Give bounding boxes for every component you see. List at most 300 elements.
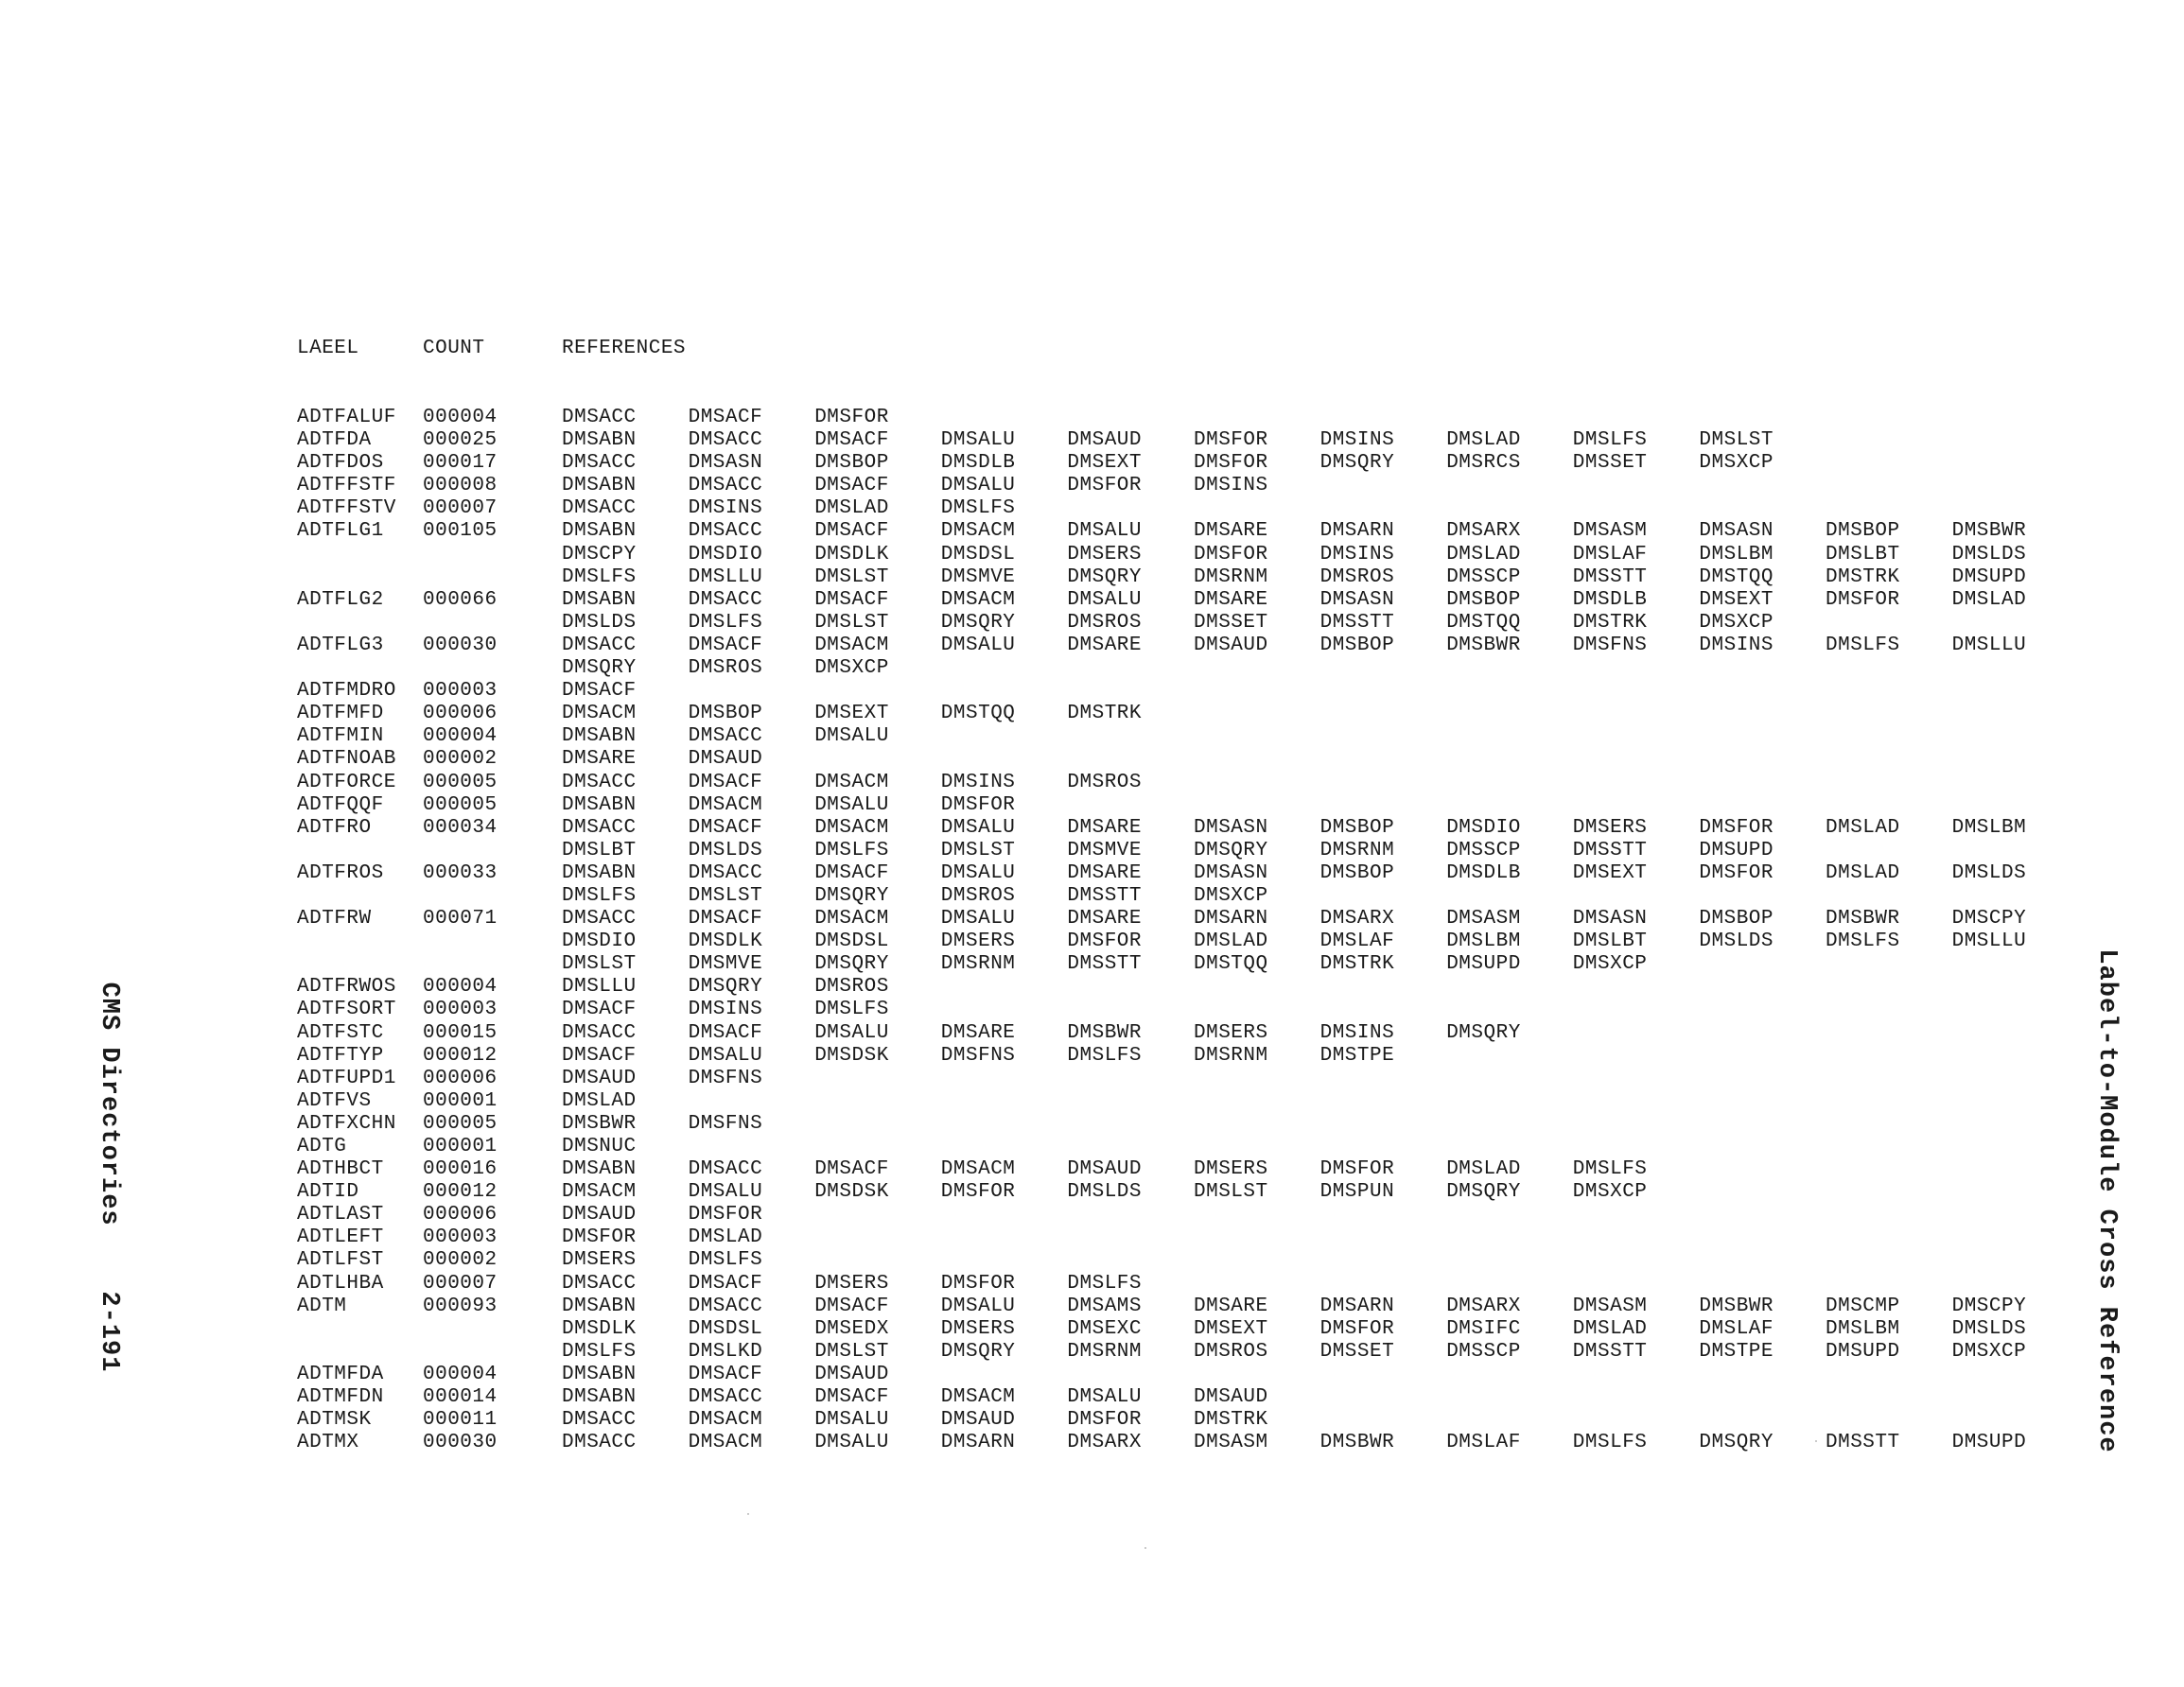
reference-cell: DMSLBT [1826,543,1900,565]
table-row [0,1296,2184,1318]
reference-cell: DMSASM [1194,1432,1268,1454]
table-row [0,612,2184,635]
reference-cell: DMSARE [1194,1295,1268,1317]
reference-cell: DMSACF [688,1272,763,1295]
reference-cell: DMSABN [562,588,637,611]
label-cell: ADTFLG2 [297,588,384,611]
reference-cell: DMSROS [1194,1340,1268,1363]
reference-cell: DMSACF [814,520,889,543]
reference-cell: DMSINS [1319,543,1395,565]
table-row [0,953,2184,976]
reference-cell: DMSROS [1319,565,1395,588]
reference-cell: DMSLAD [1572,1317,1648,1340]
running-header-right: Label-to-Module Cross Reference [2092,948,2121,1453]
reference-cell: DMSLAD [688,1226,763,1249]
count-cell: 000006 [423,1204,498,1226]
reference-cell: DMSLAD [1826,861,1900,884]
reference-cell: DMSAUD [562,1204,637,1226]
reference-cell: DMSACC [688,725,763,748]
table-row [0,1158,2184,1181]
reference-cell: DMSUPD [1699,839,1774,861]
reference-cell: DMSLFS [1067,1044,1143,1067]
table-row [0,772,2184,794]
reference-cell: DMSLDS [1951,543,2027,565]
count-cell: 000016 [423,1158,498,1181]
scan-speck [747,1513,749,1515]
reference-cell: DMSABN [562,429,637,452]
reference-cell: DMSEXT [1194,1317,1268,1340]
reference-cell: DMSBWR [562,1112,637,1135]
reference-cell: DMSSTT [1572,1340,1648,1363]
reference-cell: DMSCMP [1826,1295,1900,1317]
reference-cell: DMSAUD [1194,1386,1268,1409]
reference-cell: DMSACF [688,407,763,428]
reference-cell: DMSROS [940,884,1016,907]
reference-cell: DMSASN [1194,861,1268,884]
table-row [0,1409,2184,1432]
reference-cell: DMSLFS [1067,1272,1143,1295]
reference-cell: DMSACC [562,634,637,656]
reference-cell: DMSFOR [940,793,1016,816]
reference-cell: DMSALU [940,475,1016,497]
reference-cell: DMSACF [814,588,889,611]
reference-cell: DMSACF [814,861,889,884]
reference-cell: DMSLDS [562,611,637,634]
table-row [0,429,2184,452]
count-cell: 000003 [423,1226,498,1249]
running-footer-left: CMS Directories 2-191 [95,982,123,1373]
table-row [0,544,2184,566]
reference-cell: DMSACM [814,908,889,930]
reference-cell: DMSABN [562,1386,637,1409]
reference-cell: DMSLFS [562,884,637,907]
label-cell: ADTFQQF [297,793,384,816]
reference-cell: DMSERS [1194,1021,1268,1044]
reference-cell: DMSLFS [1572,429,1648,452]
reference-cell: DMSBWR [1951,520,2027,543]
reference-cell: DMSTPE [1319,1044,1395,1067]
table-row [0,1226,2184,1249]
reference-cell: DMSBOP [1826,520,1900,543]
count-cell: 000033 [423,861,498,884]
count-cell: 000004 [423,976,498,999]
reference-cell: DMSXCP [1194,884,1268,907]
count-cell: 000017 [423,452,498,475]
reference-cell: DMSALU [940,429,1016,452]
reference-cell: DMSXCP [1572,953,1648,976]
reference-cell: DMSROS [814,976,889,999]
reference-cell: DMSSCP [1446,565,1521,588]
reference-cell: DMSSTT [1319,611,1395,634]
reference-cell: DMSTRK [1826,565,1900,588]
reference-cell: DMSABN [562,1363,637,1385]
reference-cell: DMSACF [814,475,889,497]
reference-cell: DMSACF [562,999,637,1021]
reference-cell: DMSFOR [1067,1409,1143,1432]
label-cell: ADTFSTC [297,1021,384,1044]
reference-cell: DMSERS [940,930,1016,953]
reference-cell: DMSRNM [1194,1044,1268,1067]
table-row [0,1249,2184,1272]
reference-cell: DMSSCP [1446,1340,1521,1363]
count-cell: 000003 [423,680,498,703]
reference-cell: DMSTPE [1699,1340,1774,1363]
reference-cell: DMSASN [1572,908,1648,930]
label-cell: ADTFROS [297,861,384,884]
cross-reference-table [0,407,2184,1454]
count-cell: 000093 [423,1295,498,1317]
reference-cell: DMSARX [1319,908,1395,930]
reference-cell: DMSAUD [1067,1158,1143,1181]
reference-cell: DMSXCP [1951,1340,2027,1363]
reference-cell: DMSDLB [1446,861,1521,884]
reference-cell: DMSAMS [1067,1295,1143,1317]
table-row [0,1204,2184,1226]
reference-cell: DMSTRK [1572,611,1648,634]
reference-cell: DMSLBM [1699,543,1774,565]
label-cell: ADTFMFD [297,703,384,725]
reference-cell: DMSDLK [814,543,889,565]
reference-cell: DMSACC [688,520,763,543]
count-cell: 000004 [423,1363,498,1385]
reference-cell: DMSQRY [1067,565,1143,588]
reference-cell: DMSBWR [1826,908,1900,930]
reference-cell: DMSSCP [1446,839,1521,861]
reference-cell: DMSARE [1067,634,1143,656]
reference-cell: DMSABN [562,1158,637,1181]
reference-cell: DMSARN [1194,908,1268,930]
reference-cell: DMSFNS [940,1044,1016,1067]
table-row [0,1386,2184,1409]
reference-cell: DMSDLK [562,1317,637,1340]
count-cell: 000005 [423,793,498,816]
count-cell: 000007 [423,497,498,520]
reference-cell: DMSEXC [1067,1317,1143,1340]
reference-cell: DMSARE [562,748,637,771]
reference-cell: DMSBWR [1067,1021,1143,1044]
reference-cell: DMSACM [814,816,889,839]
reference-cell: DMSXCP [1572,1181,1648,1204]
label-cell: ADTFMIN [297,725,384,748]
reference-cell: DMSSTT [1067,884,1143,907]
reference-cell: DMSACF [688,1021,763,1044]
count-cell: 000004 [423,407,498,428]
reference-cell: DMSFOR [562,1226,637,1249]
reference-cell: DMSAUD [940,1409,1016,1432]
reference-cell: DMSLLU [1951,930,2027,953]
reference-cell: DMSRNM [1194,565,1268,588]
reference-cell: DMSBOP [1319,861,1395,884]
table-row [0,1432,2184,1454]
reference-cell: DMSUPD [1826,1340,1900,1363]
label-cell: ADTG [297,1136,347,1157]
reference-cell: DMSACM [562,1181,637,1204]
reference-cell: DMSLST [1699,429,1774,452]
label-cell: ADTMFDN [297,1386,384,1409]
reference-cell: DMSLFS [940,497,1016,520]
reference-cell: DMSLAF [1446,1432,1521,1454]
label-cell: ADTFNOAB [297,748,396,771]
reference-cell: DMSLLU [562,976,637,999]
reference-cell: DMSLFS [1826,634,1900,656]
reference-cell: DMSFOR [1067,930,1143,953]
reference-cell: DMSQRY [940,1340,1016,1363]
reference-cell: DMSLFS [688,1249,763,1272]
reference-cell: DMSSTT [1826,1432,1900,1454]
reference-cell: DMSACF [814,1158,889,1181]
reference-cell: DMSLAD [1951,588,2027,611]
reference-cell: DMSABN [562,520,637,543]
label-cell: ADTFTYP [297,1044,384,1067]
table-row [0,817,2184,840]
reference-cell: DMSALU [814,1409,889,1432]
table-row [0,1273,2184,1296]
reference-cell: DMSABN [562,1295,637,1317]
reference-cell: DMSCPY [1951,908,2027,930]
label-cell: ADTFORCE [297,771,396,793]
reference-cell: DMSFOR [1826,588,1900,611]
count-cell: 000030 [423,1432,498,1454]
reference-cell: DMSARX [1067,1432,1143,1454]
reference-cell: DMSINS [1194,475,1268,497]
count-cell: 000014 [423,1386,498,1409]
count-cell: 000071 [423,908,498,930]
reference-cell: DMSLDS [1951,1317,2027,1340]
table-row [0,1068,2184,1090]
reference-cell: DMSERS [562,1249,637,1272]
reference-cell: DMSTQQ [1194,953,1268,976]
label-cell: ADTFRO [297,816,372,839]
reference-cell: DMSROS [688,657,763,680]
column-header-count: COUNT [423,338,485,359]
count-cell: 000001 [423,1089,498,1112]
reference-cell: DMSLAD [1446,429,1521,452]
count-cell: 000001 [423,1136,498,1157]
table-row [0,930,2184,953]
label-cell: ADTFDA [297,429,372,452]
reference-cell: DMSLAD [562,1089,637,1112]
count-cell: 000006 [423,1067,498,1089]
reference-cell: DMSARE [1067,908,1143,930]
reference-cell: DMSACC [688,429,763,452]
reference-cell: DMSACF [814,1295,889,1317]
count-cell: 000002 [423,748,498,771]
reference-cell: DMSBOP [1446,588,1521,611]
count-cell: 000002 [423,1249,498,1272]
reference-cell: DMSLDS [1951,861,2027,884]
reference-cell: DMSARE [1067,861,1143,884]
reference-cell: DMSACC [688,475,763,497]
reference-cell: DMSALU [940,1295,1016,1317]
reference-cell: DMSACM [688,793,763,816]
reference-cell: DMSACC [562,816,637,839]
reference-cell: DMSRCS [1446,452,1521,475]
reference-cell: DMSERS [940,1317,1016,1340]
reference-cell: DMSDIO [562,930,637,953]
column-header-references: REFERENCES [562,338,687,359]
reference-cell: DMSASM [1572,1295,1648,1317]
reference-cell: DMSCPY [562,543,637,565]
reference-cell: DMSERS [1194,1158,1268,1181]
reference-cell: DMSACC [562,452,637,475]
reference-cell: DMSACC [688,588,763,611]
reference-cell: DMSFOR [1194,452,1268,475]
reference-cell: DMSINS [1699,634,1774,656]
count-cell: 000006 [423,703,498,725]
table-row [0,1113,2184,1136]
reference-cell: DMSACC [562,1272,637,1295]
reference-cell: DMSLAF [1572,543,1648,565]
label-cell: ADTMX [297,1432,359,1454]
reference-cell: DMSARN [1319,520,1395,543]
reference-cell: DMSACC [562,908,637,930]
reference-cell: DMSLBT [562,839,637,861]
reference-cell: DMSACF [688,1363,763,1385]
reference-cell: DMSIFC [1446,1317,1521,1340]
reference-cell: DMSACF [562,680,637,703]
reference-cell: DMSFOR [1699,816,1774,839]
reference-cell: DMSQRY [1194,839,1268,861]
table-row [0,1136,2184,1158]
reference-cell: DMSEXT [814,703,889,725]
reference-cell: DMSEXT [1699,588,1774,611]
reference-cell: DMSLFS [1826,930,1900,953]
reference-cell: DMSINS [1319,1021,1395,1044]
reference-cell: DMSRNM [1319,839,1395,861]
count-cell: 000004 [423,725,498,748]
label-cell: ADTM [297,1295,347,1317]
reference-cell: DMSABN [562,475,637,497]
reference-cell: DMSFOR [1699,861,1774,884]
reference-cell: DMSDSK [814,1181,889,1204]
reference-cell: DMSLDS [688,839,763,861]
table-row [0,407,2184,429]
reference-cell: DMSROS [1067,771,1143,793]
reference-cell: DMSAUD [814,1363,889,1385]
reference-cell: DMSQRY [814,953,889,976]
reference-cell: DMSLAD [1826,816,1900,839]
reference-cell: DMSQRY [562,657,637,680]
table-row [0,589,2184,612]
reference-cell: DMSMVE [1067,839,1143,861]
reference-cell: DMSASN [1319,588,1395,611]
reference-cell: DMSTQQ [940,703,1016,725]
reference-cell: DMSNUC [562,1136,637,1157]
column-header-label: LAEEL [297,338,359,359]
count-cell: 000011 [423,1409,498,1432]
label-cell: ADTFALUF [297,407,396,428]
reference-cell: DMSABN [562,861,637,884]
reference-cell: DMSASM [1446,908,1521,930]
reference-cell: DMSACF [688,816,763,839]
table-row [0,999,2184,1021]
reference-cell: DMSALU [814,793,889,816]
reference-cell: DMSBOP [1319,816,1395,839]
label-cell: ADTFXCHN [297,1112,396,1135]
reference-cell: DMSACF [562,1044,637,1067]
reference-cell: DMSAUD [1194,634,1268,656]
scan-speck [1144,1547,1146,1549]
table-row [0,748,2184,771]
reference-cell: DMSUPD [1446,953,1521,976]
reference-cell: DMSARX [1446,520,1521,543]
reference-cell: DMSXCP [1699,452,1774,475]
reference-cell: DMSABN [562,725,637,748]
reference-cell: DMSACC [688,861,763,884]
reference-cell: DMSLST [688,884,763,907]
label-cell: ADTFSORT [297,999,396,1021]
reference-cell: DMSACC [562,1021,637,1044]
reference-cell: DMSALU [1067,1386,1143,1409]
reference-cell: DMSFOR [1067,475,1143,497]
table-row [0,680,2184,703]
reference-cell: DMSDLK [688,930,763,953]
reference-cell: DMSSTT [1572,839,1648,861]
reference-cell: DMSARE [940,1021,1016,1044]
reference-cell: DMSTRK [1319,953,1395,976]
reference-cell: DMSERS [1067,543,1143,565]
reference-cell: DMSALU [688,1181,763,1204]
reference-cell: DMSTQQ [1446,611,1521,634]
reference-cell: DMSSET [1572,452,1648,475]
table-row [0,1318,2184,1341]
reference-cell: DMSARE [1194,588,1268,611]
reference-cell: DMSSET [1194,611,1268,634]
reference-cell: DMSASN [1194,816,1268,839]
reference-cell: DMSLDS [1067,1181,1143,1204]
reference-cell: DMSALU [814,1021,889,1044]
reference-cell: DMSLAD [1194,930,1268,953]
reference-cell: DMSLST [940,839,1016,861]
reference-cell: DMSINS [940,771,1016,793]
reference-cell: DMSALU [940,816,1016,839]
reference-cell: DMSALU [688,1044,763,1067]
label-cell: ADTLEFT [297,1226,384,1249]
reference-cell: DMSLFS [1572,1432,1648,1454]
table-row [0,703,2184,725]
reference-cell: DMSLAD [1446,1158,1521,1181]
reference-cell: DMSALU [940,908,1016,930]
label-cell: ADTFDOS [297,452,384,475]
table-row [0,862,2184,885]
label-cell: ADTFFSTV [297,497,396,520]
reference-cell: DMSALU [814,725,889,748]
reference-cell: DMSLAD [1446,543,1521,565]
reference-cell: DMSINS [1319,429,1395,452]
reference-cell: DMSINS [688,497,763,520]
reference-cell: DMSDLB [1572,588,1648,611]
reference-cell: DMSTRK [1067,703,1143,725]
count-cell: 000025 [423,429,498,452]
reference-cell: DMSALU [940,634,1016,656]
reference-cell: DMSACM [940,520,1016,543]
reference-cell: DMSMVE [688,953,763,976]
reference-cell: DMSARN [1319,1295,1395,1317]
reference-cell: DMSLBM [1826,1317,1900,1340]
reference-cell: DMSLAF [1319,930,1395,953]
reference-cell: DMSACF [688,771,763,793]
reference-cell: DMSLFS [814,999,889,1021]
reference-cell: DMSACC [688,1386,763,1409]
reference-cell: DMSBOP [1699,908,1774,930]
label-cell: ADTFMDRO [297,680,396,703]
count-cell: 000005 [423,771,498,793]
reference-cell: DMSACC [562,1409,637,1432]
reference-cell: DMSQRY [1319,452,1395,475]
label-cell: ADTFLG3 [297,634,384,656]
table-row [0,840,2184,862]
reference-cell: DMSARN [940,1432,1016,1454]
